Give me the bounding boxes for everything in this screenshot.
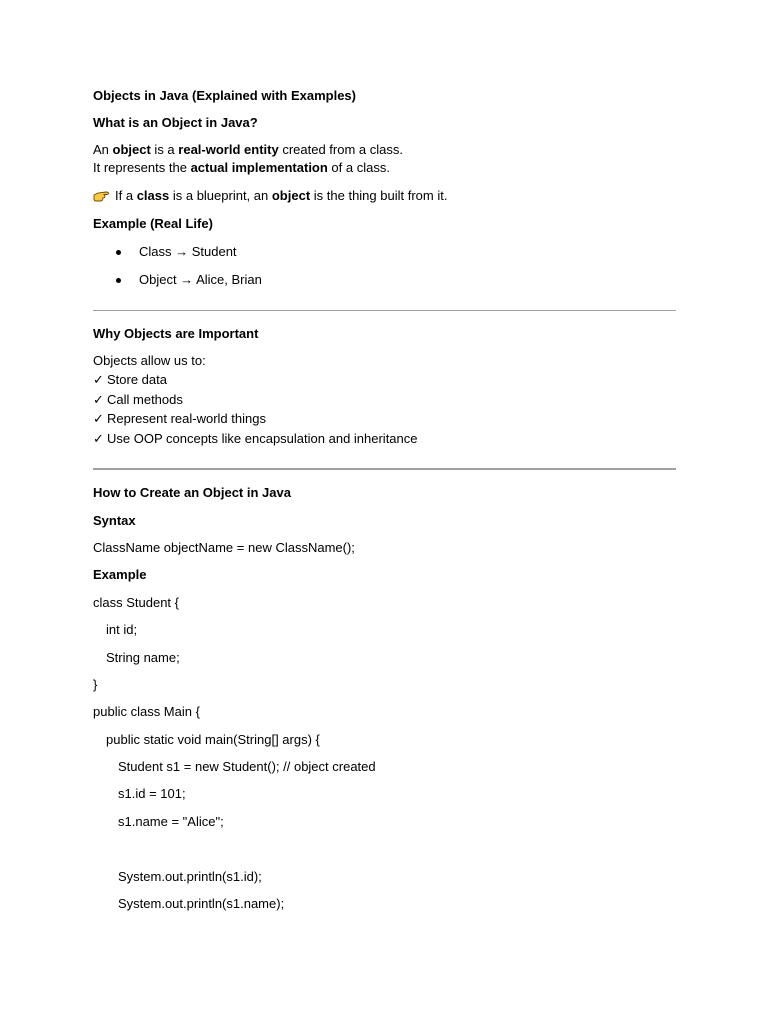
objects-allow-intro: Objects allow us to: — [93, 353, 206, 368]
heading-why-objects: Why Objects are Important — [93, 326, 259, 341]
paragraph-object-implementation: It represents the actual implementation of a class. — [93, 160, 390, 175]
heading-how-to-create: How to Create an Object in Java — [93, 485, 291, 500]
heading-example-real-life: Example (Real Life) — [93, 216, 213, 231]
syntax-line: ClassName objectName = new ClassName(); — [93, 540, 355, 555]
heading-what-is-object: What is an Object in Java? — [93, 115, 258, 130]
list-item: Object → Alice, Brian — [139, 272, 262, 287]
code-line: public static void main(String[] args) { — [106, 732, 320, 747]
check-item: ✓ Represent real-world things — [93, 411, 266, 426]
code-line: class Student { — [93, 595, 179, 610]
tip-line: If a class is a blueprint, an object is the thing built from it. — [93, 188, 447, 204]
check-item: ✓ Call methods — [93, 392, 183, 407]
list-item: Class → Student — [139, 244, 237, 259]
code-line: System.out.println(s1.id); — [118, 869, 262, 884]
paragraph-object-definition: An object is a real-world entity created from a class. — [93, 142, 403, 157]
check-mark-icon: ✓ — [93, 372, 104, 387]
code-line: String name; — [106, 650, 180, 665]
divider — [93, 310, 676, 311]
check-mark-icon: ✓ — [93, 431, 104, 446]
divider — [93, 468, 676, 470]
check-item: ✓ Store data — [93, 372, 167, 387]
code-line: s1.id = 101; — [118, 786, 186, 801]
heading-syntax: Syntax — [93, 513, 136, 528]
bullet-dot — [116, 250, 121, 255]
code-line: s1.name = "Alice"; — [118, 814, 224, 829]
check-item: ✓ Use OOP concepts like encapsulation and inheritance — [93, 431, 418, 446]
code-line: } — [93, 677, 98, 692]
doc-title: Objects in Java (Explained with Examples) — [93, 88, 356, 103]
check-mark-icon: ✓ — [93, 411, 104, 426]
code-line: public class Main { — [93, 704, 200, 719]
heading-example: Example — [93, 567, 147, 582]
code-line: Student s1 = new Student(); // object created — [118, 759, 376, 774]
code-line: System.out.println(s1.name); — [118, 896, 285, 911]
check-mark-icon: ✓ — [93, 392, 104, 407]
pointing-hand-icon — [93, 189, 111, 202]
bullet-dot — [116, 278, 121, 283]
code-line: int id; — [106, 622, 138, 637]
